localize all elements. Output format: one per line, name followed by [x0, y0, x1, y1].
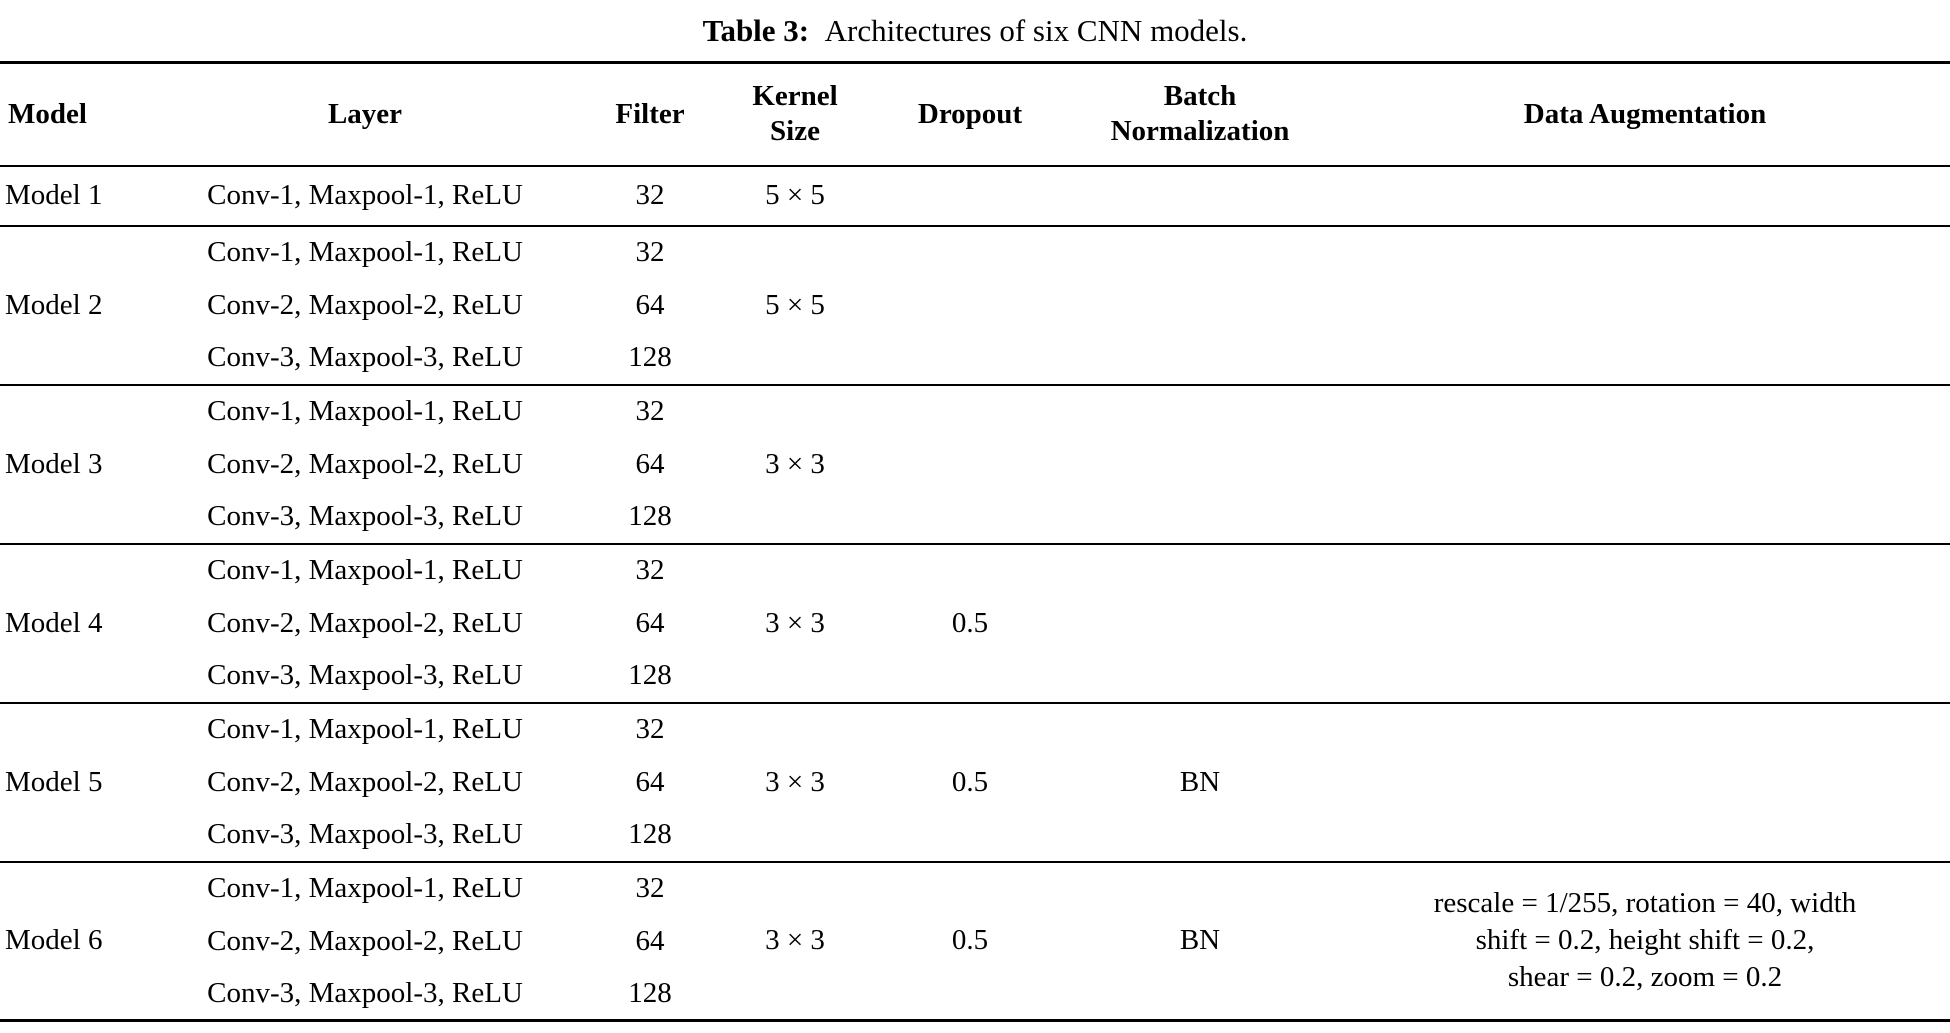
- model-block-1: [0, 166, 1950, 226]
- cnn-architecture-table: [0, 61, 1950, 1022]
- layer-cell: Conv-3, Maxpool-3, ReLU: [207, 818, 523, 850]
- dropout-cell: 0.5: [951, 765, 989, 798]
- layer-cell: Conv-2, Maxpool-2, ReLU: [207, 288, 523, 321]
- model-block-6: [0, 862, 1950, 1021]
- kernel-size-cell: 3 × 3: [765, 765, 825, 798]
- table-row: [0, 385, 1950, 438]
- table-row: [0, 862, 1950, 915]
- model-block-5: [0, 703, 1950, 862]
- dropout-cell: [880, 226, 1060, 385]
- augmentation-line: shear = 0.2, zoom = 0.2: [1507, 961, 1783, 994]
- header-row: [0, 63, 1950, 166]
- data-augmentation-cell: [1340, 385, 1950, 544]
- filter-cell: 128: [628, 659, 672, 691]
- augmentation-text: [1355, 885, 1935, 996]
- kernel-size-cell: 5 × 5: [765, 288, 825, 321]
- filter-cell: 32: [635, 554, 665, 586]
- layer-cell: Conv-2, Maxpool-2, ReLU: [207, 606, 523, 639]
- table-caption-label: Table 3:: [702, 12, 810, 48]
- filter-cell: 32: [635, 872, 665, 904]
- model-name: Model 6: [5, 924, 103, 957]
- layer-cell: Conv-3, Maxpool-3, ReLU: [207, 976, 523, 1009]
- column-header-dropout: Dropout: [917, 97, 1023, 130]
- model-name: Model 2: [5, 288, 103, 321]
- dropout-cell: [880, 385, 1060, 544]
- column-header-filter: Filter: [615, 97, 685, 130]
- model-name: Model 3: [5, 447, 103, 480]
- kernel-size-cell: 3 × 3: [765, 447, 825, 480]
- table-row: [0, 703, 1950, 756]
- filter-cell: 128: [628, 341, 672, 373]
- filter-cell: 64: [635, 924, 665, 957]
- filter-cell: 32: [635, 395, 665, 427]
- data-augmentation-cell: [1340, 166, 1950, 226]
- kernel-size-cell: 3 × 3: [765, 924, 825, 957]
- kernel-size-cell: 5 × 5: [765, 179, 825, 211]
- data-augmentation-cell: [1340, 226, 1950, 385]
- layer-cell: Conv-1, Maxpool-1, ReLU: [207, 179, 523, 211]
- column-header-data-augmentation: Data Augmentation: [1523, 97, 1767, 130]
- filter-cell: 32: [635, 179, 665, 211]
- caption-spacer: [809, 13, 825, 49]
- kernel-size-cell: 3 × 3: [765, 606, 825, 639]
- column-header-kernel-size: Kernel Size: [752, 80, 838, 148]
- layer-cell: Conv-3, Maxpool-3, ReLU: [207, 500, 523, 532]
- data-augmentation-cell: [1340, 862, 1950, 1021]
- data-augmentation-cell: [1340, 544, 1950, 703]
- table-row: [0, 166, 1950, 226]
- model-block-3: [0, 385, 1950, 544]
- column-header-model: Model: [8, 97, 87, 130]
- layer-cell: Conv-2, Maxpool-2, ReLU: [207, 765, 523, 798]
- table-header: [0, 63, 1950, 166]
- layer-cell: Conv-2, Maxpool-2, ReLU: [207, 924, 523, 957]
- layer-cell: Conv-3, Maxpool-3, ReLU: [207, 341, 523, 373]
- model-name: Model 4: [5, 606, 103, 639]
- filter-cell: 128: [628, 976, 672, 1009]
- filter-cell: 128: [628, 500, 672, 532]
- batch-normalization-cell: [1060, 226, 1340, 385]
- filter-cell: 64: [635, 606, 665, 639]
- filter-cell: 128: [628, 818, 672, 850]
- batch-normalization-cell: BN: [1179, 765, 1221, 798]
- model-name: Model 1: [5, 179, 103, 211]
- data-augmentation-cell: [1340, 703, 1950, 862]
- column-header-layer: Layer: [327, 97, 403, 130]
- table-caption-text: Architectures of six CNN models.: [824, 12, 1248, 48]
- filter-cell: 32: [635, 713, 665, 745]
- layer-cell: Conv-1, Maxpool-1, ReLU: [207, 872, 523, 904]
- layer-cell: Conv-1, Maxpool-1, ReLU: [207, 236, 523, 268]
- layer-cell: Conv-1, Maxpool-1, ReLU: [207, 554, 523, 586]
- filter-cell: 64: [635, 288, 665, 321]
- batch-normalization-cell: BN: [1179, 924, 1221, 957]
- dropout-cell: 0.5: [951, 924, 989, 957]
- filter-cell: 32: [635, 236, 665, 268]
- layer-cell: Conv-2, Maxpool-2, ReLU: [207, 447, 523, 480]
- table-row: [0, 544, 1950, 597]
- layer-cell: Conv-1, Maxpool-1, ReLU: [207, 713, 523, 745]
- batch-normalization-cell: [1060, 166, 1340, 226]
- filter-cell: 64: [635, 447, 665, 480]
- layer-cell: Conv-3, Maxpool-3, ReLU: [207, 659, 523, 691]
- column-header-batch-normalization: Batch Normalization: [1110, 80, 1290, 148]
- filter-cell: 64: [635, 765, 665, 798]
- dropout-cell: [880, 166, 1060, 226]
- model-block-4: [0, 544, 1950, 703]
- model-block-2: [0, 226, 1950, 385]
- layer-cell: Conv-1, Maxpool-1, ReLU: [207, 395, 523, 427]
- augmentation-line: shift = 0.2, height shift = 0.2,: [1475, 924, 1815, 957]
- table-caption: [0, 0, 1950, 61]
- table-row: [0, 226, 1950, 279]
- batch-normalization-cell: [1060, 385, 1340, 544]
- augmentation-line: rescale = 1/255, rotation = 40, width: [1433, 887, 1857, 920]
- model-name: Model 5: [5, 765, 103, 798]
- batch-normalization-cell: [1060, 544, 1340, 703]
- dropout-cell: 0.5: [951, 606, 989, 639]
